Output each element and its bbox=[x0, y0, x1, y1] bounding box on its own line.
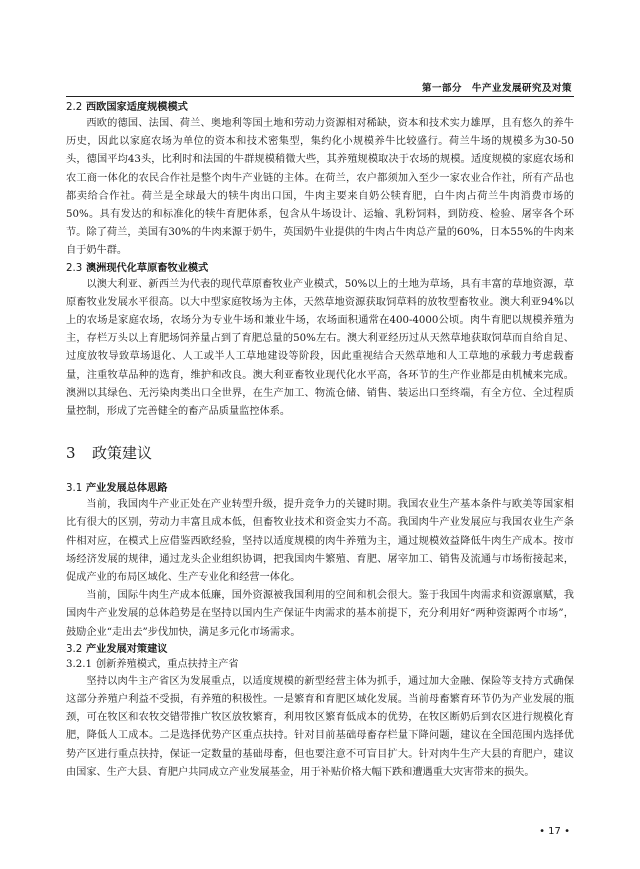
page-number: • 17 • bbox=[539, 826, 570, 837]
section-2-2-paragraph: 西欧的德国、法国、荷兰、奥地利等国土地和劳动力资源相对稀缺，资本和技术实力雄厚，且有悠久的养牛历史，因此以家庭农场为单位的资本和技术密集型，集约化小规模养牛比较盛行。荷兰牛场的规模多为30-50头，德国平均43头，比利时和法国的牛群规模稍微大些，其养殖规模取决于农场的规模。适度规模的家庭农场和农工商一体化的农民合作社是整个肉牛产业链的主体。在荷兰，农户都须加入至少一家农业合作社，所有产品也都卖给合作社。荷兰是全球最大的犊牛肉出口国，牛肉主要来自奶公犊育肥，白牛肉占荷兰牛肉消费市场的50%。具有发达的和标准化的犊牛育肥体系，包含从牛场设计、运输、乳粉饲料，到防疫、检验、屠宰各个环节。除了荷兰，美国有30%的牛肉来源于奶牛，英国奶牛业提供的牛肉占牛肉总产量的60%，日本55%的牛肉来自于奶牛群。 bbox=[66, 118, 574, 257]
header-rule bbox=[66, 96, 574, 97]
subsection-title: 创新养殖模式，重点扶持主产省 bbox=[96, 658, 239, 670]
section-3-2-1-heading bbox=[66, 657, 574, 673]
section-2-3-heading bbox=[66, 261, 574, 276]
section-title: 产业发展对策建议 bbox=[86, 643, 168, 655]
chapter-3-heading bbox=[66, 441, 574, 465]
section-number: 2.2 bbox=[66, 102, 83, 113]
section-number: 3.1 bbox=[66, 483, 83, 495]
section-3-1-paragraph-1: 当前，我国肉牛产业正处在产业转型升级，提升竞争力的关键时期。我国农业生产基本条件与欧美等国家相比有很大的区别，劳动力丰富且成本低，但畜牧业技术和资金实力不高。我国肉牛产业发展应与我国农业生产条件相对应，在模式上应借鉴西欧经验，坚持以适度规模的肉牛养殖为主，通过规模效益降低牛肉生产成本。按市场经济发展的规律，通过龙头企业组织协调，把我国肉牛繁殖、育肥、屠宰加工、销售及流通与市场衔接起来，促成产业的布局区域化、生产专业化和经营一体化。 bbox=[66, 499, 574, 584]
section-3-1-paragraph-2: 当前，国际牛肉生产成本低廉，国外资源被我国利用的空间和机会很大。鉴于我国牛肉需求和资源禀赋，我国肉牛产业发展的总体趋势是在坚持以国内生产保证牛肉需求的基本前提下，充分利用好“两种资源两个市场”，鼓励企业“走出去”步伐加快，满足多元化市场需求。 bbox=[66, 590, 574, 638]
subsection-number: 3.2.1 bbox=[66, 658, 92, 670]
section-2-2-heading bbox=[66, 100, 574, 115]
chapter-title: 政策建议 bbox=[92, 444, 153, 463]
section-3-2-1-paragraph: 坚持以肉牛主产省区为发展重点，以适度规模的新型经营主体为抓手，通过加大金融、保险等支持方式确保这部分养殖户利益不受损，有养殖的积极性。一是繁育和育肥区域化发展。当前母畜繁育环节仍为产业发展的瓶颈，可在牧区和农牧交错带推广牧区放牧繁育，利用牧区繁育低成本的优势，在牧区断奶后到农区进行规模化育肥，降低人工成本。二是选择优势产区重点扶持。针对目前基础母畜存栏量下降问题，建议在全国范围内选择优势产区进行重点扶持，保证一定数量的基础母畜，但也要注意不可盲目扩大。针对肉牛生产大县的育肥户，建议由国家、生产大县、育肥户共同成立产业发展基金，用于补贴价格大幅下跌和遭遇重大灾害带来的损失。 bbox=[66, 675, 574, 778]
section-title: 西欧国家适度规模模式 bbox=[86, 102, 188, 113]
chapter-number: 3 bbox=[66, 444, 76, 463]
section-title: 澳洲现代化草原畜牧业模式 bbox=[86, 262, 209, 274]
section-number: 3.2 bbox=[66, 643, 83, 655]
section-3-1-heading bbox=[66, 481, 574, 496]
page-body bbox=[66, 100, 574, 782]
section-2-3-paragraph: 以澳大利亚、新西兰为代表的现代草原畜牧业产业模式，50%以上的土地为草场，具有丰富的草地资源，草原畜牧业发展水平很高。以大中型家庭牧场为主体，天然草地资源获取饲草料的放牧型畜牧业。澳大利亚94%以上的农场是家庭农场，农场分为专业牛场和兼业牛场，农场面积通常在400-4000公顷。肉牛育肥以规模养殖为主，存栏万头以上育肥场饲养量占到了育肥总量的50%左右。澳大利亚经历过从天然草地获取饲草而自给自足、过度放牧导致草场退化、人工或半人工草地建设等阶段，因此重视结合天然草地和人工草地的承载力考虑载畜量，注重牧草品种的选育，维护和改良。澳大利亚畜牧业现代化水平高，各环节的生产作业都是由机械来完成。澳洲以其绿色、无污染肉类出口全世界，在生产加工、物流仓储、销售、装运出口至终端，有全方位、全过程质量控制，形成了完善健全的畜产品质量监控体系。 bbox=[66, 278, 574, 418]
section-title: 产业发展总体思路 bbox=[86, 483, 168, 495]
section-number: 2.3 bbox=[66, 262, 83, 274]
section-3-2-heading bbox=[66, 642, 574, 657]
running-header: 第一部分 牛产业发展研究及对策 bbox=[421, 83, 572, 94]
